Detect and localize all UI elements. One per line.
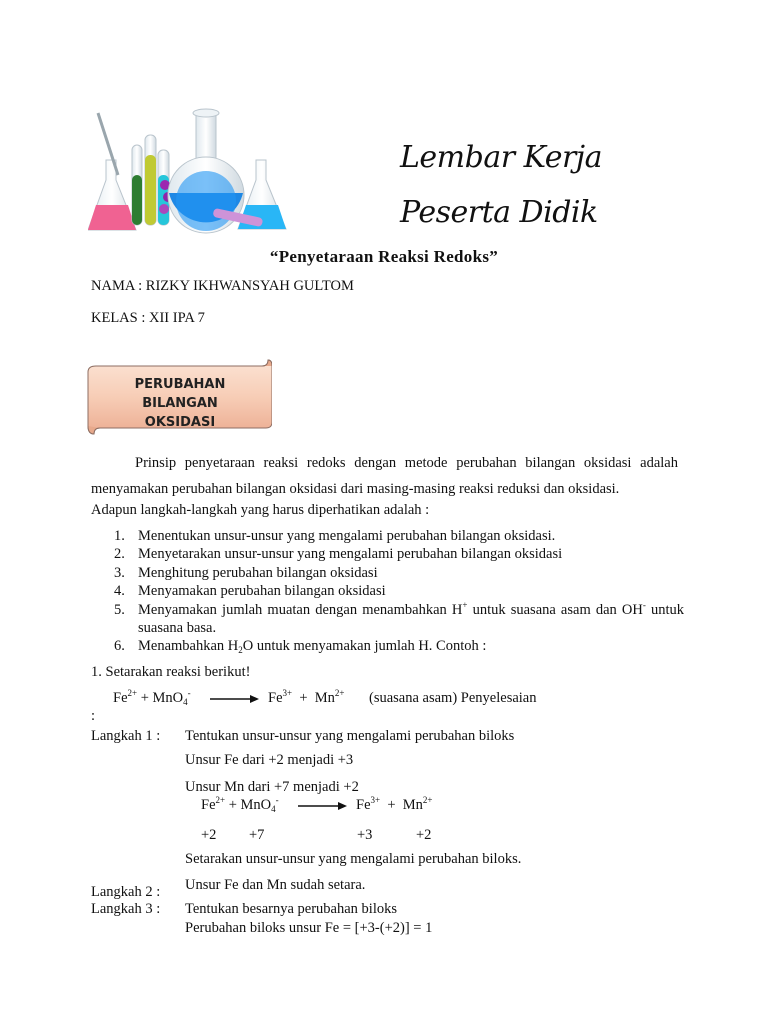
langkah-1-label: Langkah 1 :: [91, 728, 161, 744]
list-item: 2. Menyetarakan unsur-unsur yang mengalami perubahan bilangan oksidasi: [114, 546, 563, 563]
steps-list: [114, 527, 684, 656]
intro-paragraph: Prinsip penyetaraan reaksi redoks dengan metode perubahan bilangan oksidasi adalah menyamakan perubahan bilangan oksidasi dari masing-masing reaksi reduksi dan oksidasi.: [91, 455, 678, 497]
oxidation-state: +2: [416, 827, 432, 843]
langkah-1-text: Tentukan unsur-unsur yang mengalami perubahan biloks: [185, 728, 515, 744]
student-name: NAMA : RIZKY IKHWANSYAH GULTOM: [91, 278, 354, 294]
list-item: 5. Menyamakan jumlah muatan dengan menambahkan H+ untuk suasana asam dan OH- untuk suasana basa.: [114, 599, 685, 637]
langkah-3-label: Langkah 3 :: [91, 901, 161, 917]
section-banner-label: [100, 375, 260, 432]
langkah-3-text: Tentukan besarnya perubahan biloks: [185, 901, 397, 917]
langkah-3-fe: Perubahan biloks unsur Fe = [+3-(+2)] = 1: [185, 920, 433, 936]
list-item: 3. Menghitung perubahan bilangan oksidasi: [114, 564, 378, 581]
student-class: KELAS : XII IPA 7: [91, 310, 205, 326]
list-item: 6. Menambahkan $H_2O$ untuk menyamakan jumlah H. Contoh :: [114, 638, 487, 656]
langkah-1-mn: Unsur Mn dari +7 menjadi +2: [185, 779, 359, 795]
reaction-arrow-icon: [298, 800, 348, 812]
reaction-products-2: $Fe^{3+} + Mn^{2+}$: [356, 795, 433, 813]
reaction-products: $Fe^{3+} + Mn^{2+}$: [268, 688, 345, 706]
banner-line-2: BILANGAN: [142, 396, 218, 411]
reaction-equation: $Fe^{2+} + MnO_4^-$: [113, 688, 191, 707]
langkah-2-instruction: Setarakan unsur-unsur yang mengalami perubahan biloks.: [185, 851, 522, 867]
colon-mark: :: [91, 708, 96, 724]
reaction-condition-note: (suasana asam) Penyelesaian: [369, 690, 537, 706]
langkah-2-label: Langkah 2 :: [91, 884, 161, 900]
worksheet-title-line2: Peserta Didik: [400, 195, 598, 230]
langkah-1-fe: Unsur Fe dari +2 menjadi +3: [185, 752, 354, 768]
oxidation-state: +2: [201, 827, 217, 843]
banner-line-3: OKSIDASI: [144, 415, 216, 430]
reaction-arrow-icon: [210, 693, 260, 705]
oxidation-state: +7: [249, 827, 265, 843]
lab-glassware-illustration: [88, 105, 293, 237]
reaction-equation-2: $Fe^{2+} + MnO_4^-$: [201, 795, 279, 814]
langkah-2-result: Unsur Fe dan Mn sudah setara.: [185, 877, 366, 893]
oxidation-state: +3: [357, 827, 373, 843]
intro-steps-lead: Adapun langkah-langkah yang harus diperhatikan adalah :: [91, 502, 430, 518]
worksheet-title-line1: Lembar Kerja: [400, 140, 602, 175]
list-item: 4. Menyamakan perubahan bilangan oksidasi: [114, 583, 386, 600]
document-title: “Penyetaraan Reaksi Redoks”: [269, 247, 499, 266]
banner-line-1: PERUBAHAN: [134, 377, 226, 392]
example-heading: 1. Setarakan reaksi berikut!: [91, 664, 251, 680]
list-item: 1. Menentukan unsur-unsur yang mengalami perubahan bilangan oksidasi.: [114, 528, 556, 544]
